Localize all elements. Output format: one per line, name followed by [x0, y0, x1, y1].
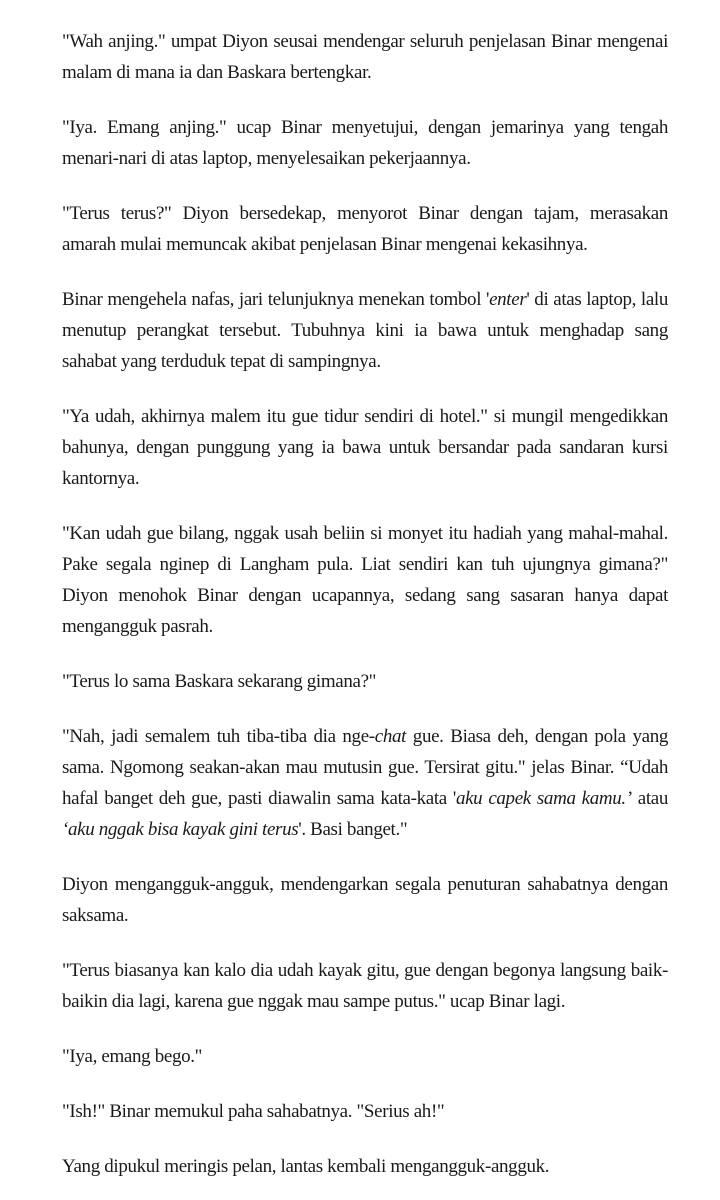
text-segment: atau: [631, 788, 669, 809]
text-segment: "Iya. Emang anjing." ucap Binar menyetujui, dengan jemarinya yang tengah menari-nari di atas laptop, menyelesaikan pekerjaannya.: [62, 117, 668, 169]
text-segment: "Terus biasanya kan kalo dia udah kayak gitu, gue dengan begonya langsung baik-baikin dia lagi, karena gue nggak mau sampe putus." ucap Binar lagi.: [62, 960, 668, 1012]
text-segment: "Ya udah, akhirnya malem itu gue tidur sendiri di hotel." si mungil mengedikkan bahunya, dengan punggung yang ia bawa untuk bersandar pada sandaran kursi kantornya.: [62, 406, 668, 489]
paragraph: [62, 198, 668, 260]
italic-text-segment: ‘aku nggak bisa kayak gini terus: [62, 819, 299, 840]
text-segment: Binar mengehela nafas, jari telunjuknya menekan tombol ': [62, 289, 490, 310]
paragraph: [62, 1151, 668, 1182]
italic-text-segment: enter: [489, 289, 527, 310]
text-segment: Diyon mengangguk-angguk, mendengarkan segala penuturan sahabatnya dengan saksama.: [62, 874, 668, 926]
text-segment: "Ish!" Binar memukul paha sahabatnya. "Serius ah!": [62, 1101, 445, 1122]
paragraph: [62, 869, 668, 931]
italic-text-segment: aku capek sama kamu.’: [455, 788, 632, 809]
story-text: [62, 26, 668, 1182]
paragraph: [62, 955, 668, 1017]
text-segment: gue. Biasa deh, dengan pola yang sama. Ngomong seakan-akan mau mutusin gue. Tersirat gitu." jelas Binar. “Udah hafal banget deh gue, pasti diawalin sama kata-kata ': [62, 726, 668, 809]
text-segment: '. Basi banget.": [298, 819, 408, 840]
text-segment: "Terus terus?" Diyon bersedekap, menyorot Binar dengan tajam, merasakan amarah mulai memuncak akibat penjelasan Binar mengenai kekasihnya.: [62, 203, 668, 255]
paragraph: [62, 721, 668, 845]
text-segment: "Terus lo sama Baskara sekarang gimana?": [62, 671, 377, 692]
paragraph: [62, 518, 668, 642]
text-segment: "Nah, jadi semalem tuh tiba-tiba dia nge-: [62, 726, 375, 747]
paragraph: [62, 1041, 668, 1072]
paragraph: [62, 26, 668, 88]
paragraph: [62, 112, 668, 174]
text-segment: Yang dipukul meringis pelan, lantas kembali mengangguk-angguk.: [62, 1156, 550, 1177]
paragraph: [62, 284, 668, 377]
text-segment: "Wah anjing." umpat Diyon seusai mendengar seluruh penjelasan Binar mengenai malam di mana ia dan Baskara bertengkar.: [62, 31, 668, 83]
text-segment: "Iya, emang bego.": [62, 1046, 203, 1067]
paragraph: [62, 666, 668, 697]
italic-text-segment: chat: [374, 726, 407, 747]
text-segment: "Kan udah gue bilang, nggak usah beliin si monyet itu hadiah yang mahal-mahal. Pake segala nginep di Langham pula. Liat sendiri kan tuh ujungnya gimana?" Diyon menohok Binar dengan ucapannya, sedang sang sasaran hanya dapat mengangguk pasrah.: [62, 523, 668, 637]
text-segment: ' di atas laptop, lalu menutup perangkat tersebut. Tubuhnya kini ia bawa untuk menghadap sang sahabat yang terduduk tepat di sampingnya.: [62, 289, 668, 372]
paragraph: [62, 401, 668, 494]
paragraph: [62, 1096, 668, 1127]
